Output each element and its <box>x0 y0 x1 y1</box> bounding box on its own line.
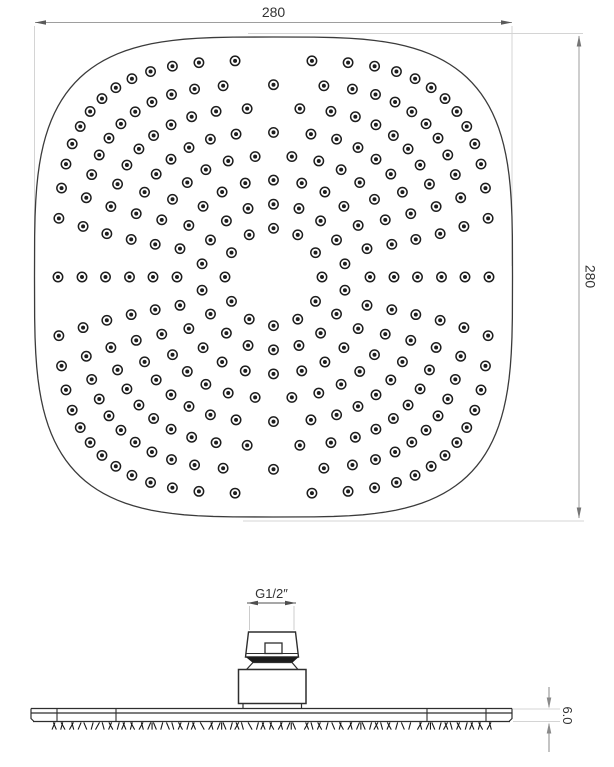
height-dim-label: 280 <box>582 264 599 289</box>
dim-thickness <box>513 687 560 752</box>
width-dim-label: 280 <box>261 4 286 20</box>
connector-waist <box>247 658 298 663</box>
connector-flare <box>247 663 299 670</box>
side-view <box>31 632 512 730</box>
nozzle-hatch-band <box>52 722 491 729</box>
thread-notch <box>265 643 282 654</box>
thread-dim-label: G1/2″ <box>255 586 288 601</box>
connector-cylinder <box>239 670 307 704</box>
thread-connector <box>239 632 307 709</box>
thickness-dim-label: 6.0 <box>560 706 575 725</box>
top-view <box>35 37 513 517</box>
dim-thread <box>247 601 296 630</box>
nozzle-dot-grid <box>53 56 493 498</box>
plate-profile <box>31 709 512 722</box>
